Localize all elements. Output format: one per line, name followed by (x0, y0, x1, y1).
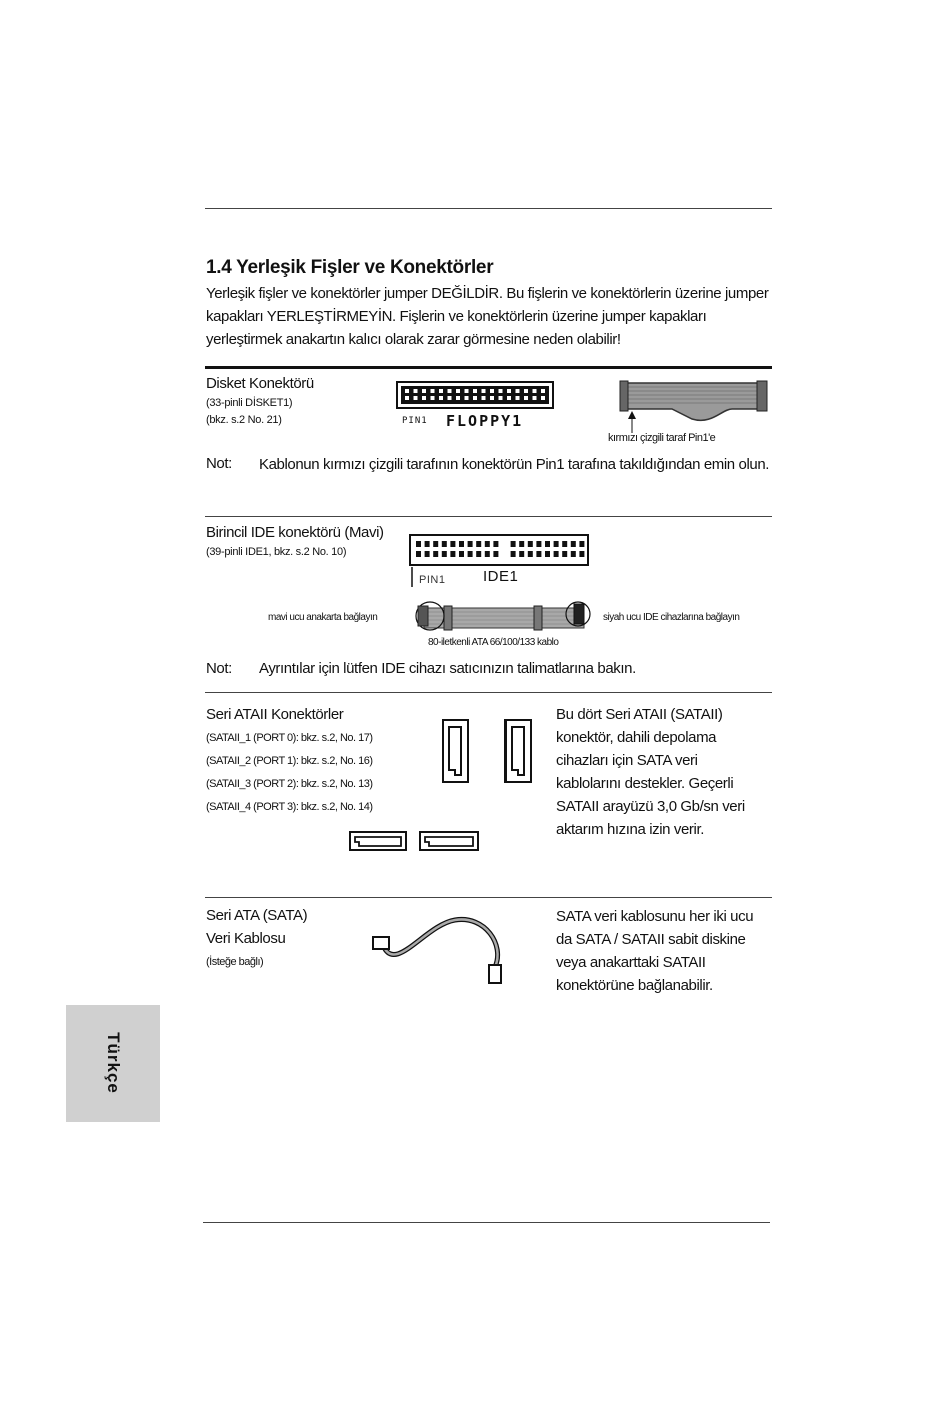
floppy-pin (516, 396, 520, 400)
sata2-description-line-3: cihazları için SATA veri (556, 752, 698, 769)
ide-pin (425, 551, 430, 557)
sata2-description-line-1: Bu dört Seri ATAII (SATAII) (556, 706, 723, 723)
language-tab-label: Türkçe (104, 1032, 123, 1094)
floppy-pin (456, 396, 460, 400)
ide-pin (579, 541, 584, 547)
sata-cable-description-line-2: da SATA / SATAII sabit diskine (556, 931, 746, 948)
floppy-pin (465, 389, 469, 393)
floppy-pin (414, 396, 418, 400)
floppy-pin (490, 396, 494, 400)
ide-note-label: Not: (206, 660, 232, 677)
floppy-board-label: FLOPPY1 (446, 412, 524, 430)
ide-right-caption: siyah ucu IDE cihazlarına bağlayın (603, 612, 740, 623)
section-intro: Yerleşik fişler ve konektörler jumper DEĞİLDİR. Bu fişlerin ve konektörlerin üzerine jumper kapakları YERLEŞTİRMEYİN. Fişlerin ve konektörlerin üzerine jumper kapakları yerleştirmek anakartın kalıcı olarak zarar görmesine neden olabilir! (206, 285, 769, 348)
sata2-description-line-4: kablolarını destekler. Geçerli (556, 775, 734, 792)
floppy-pin1-text: PIN1 (402, 416, 428, 426)
sata2-connectors-diagram (345, 715, 485, 855)
ide-name: Birincil IDE konektörü (Mavi) (206, 524, 384, 541)
sata2-port-1: (SATAII_1 (PORT 0): bkz. s.2, No. 17) (206, 732, 373, 744)
floppy-pin (405, 389, 409, 393)
ide-pin (528, 551, 533, 557)
floppy-pin (541, 396, 545, 400)
sata-cable-name-2: Veri Kablosu (206, 930, 286, 947)
floppy-detail-1: (33-pinli DİSKET1) (206, 397, 293, 409)
floppy-detail-2: (bkz. s.2 No. 21) (206, 414, 282, 426)
floppy-pin (405, 396, 409, 400)
floppy-pin (533, 396, 537, 400)
ide-pin (493, 551, 498, 557)
ide-pin (528, 541, 533, 547)
ide-pin (579, 551, 584, 557)
ide-pin (425, 541, 430, 547)
sata-cable-description-line-3: veya anakarttaki SATAII (556, 954, 706, 971)
floppy-name: Disket Konektörü (206, 375, 314, 392)
sata-cable-optional: (İsteğe bağlı) (206, 956, 264, 968)
floppy-pin (507, 389, 511, 393)
floppy-pin (482, 389, 486, 393)
ide-pin (511, 551, 516, 557)
sata-cable-image (365, 905, 515, 995)
ide-cable-image (414, 600, 594, 636)
ide-pin (450, 541, 455, 547)
ide-pin (485, 541, 490, 547)
ide-pin (519, 541, 524, 547)
ide-pin (459, 551, 464, 557)
ide-pin (442, 541, 447, 547)
section-title: 1.4 Yerleşik Fişler ve Konektörler (206, 257, 494, 278)
ide-pin (468, 541, 473, 547)
ide-pin (519, 551, 524, 557)
floppy-pin (499, 396, 503, 400)
ide-pin (416, 551, 421, 557)
floppy-pin (482, 396, 486, 400)
footer-rule (203, 1222, 770, 1223)
floppy-pin (465, 396, 469, 400)
ide-note-text: Ayrıntılar için lütfen IDE cihazı satıcınızın talimatlarına bakın. (259, 660, 636, 677)
ide-pin (562, 541, 567, 547)
ide-rule (205, 692, 772, 693)
ide-pin (433, 541, 438, 547)
ide-pin1-label: PIN1 (419, 574, 446, 586)
floppy-pin (516, 389, 520, 393)
ide-pin (485, 551, 490, 557)
floppy-pin (541, 389, 545, 393)
ide-pin (493, 541, 498, 547)
floppy-pin (431, 396, 435, 400)
header-rule (205, 208, 772, 209)
sata2-port-4: (SATAII_4 (PORT 3): bkz. s.2, No. 14) (206, 801, 373, 813)
floppy-pin (524, 389, 528, 393)
floppy-rule (205, 516, 772, 517)
ide-left-caption: mavi ucu anakarta bağlayın (268, 612, 378, 623)
floppy-pin (499, 389, 503, 393)
ide-pin (476, 541, 481, 547)
floppy-pin (448, 389, 452, 393)
ide-detail: (39-pinli IDE1, bkz. s.2 No. 10) (206, 546, 347, 558)
floppy-cable-caption: kırmızı çizgili taraf Pin1'e (608, 432, 716, 444)
ide-pin (468, 551, 473, 557)
floppy-pin (456, 389, 460, 393)
ide-pin (562, 551, 567, 557)
floppy-pin (414, 389, 418, 393)
floppy-pin (448, 396, 452, 400)
floppy-pin (533, 389, 537, 393)
ide-pin (450, 551, 455, 557)
sata2-description-line-6: aktarım hızına izin verir. (556, 821, 704, 838)
sata2-rule (205, 897, 772, 898)
ide-pin (554, 541, 559, 547)
sata2-port-2: (SATAII_2 (PORT 1): bkz. s.2, No. 16) (206, 755, 373, 767)
ide-pin (545, 541, 550, 547)
floppy-pin (473, 396, 477, 400)
floppy-pin (422, 389, 426, 393)
sata2-name: Seri ATAII Konektörler (206, 706, 344, 723)
section-rule (205, 366, 772, 369)
sata2-connector-vertical-2 (504, 720, 534, 790)
sata2-description-line-2: konektör, dahili depolama (556, 729, 717, 746)
ide-pin (442, 551, 447, 557)
ide-pin (459, 541, 464, 547)
floppy-pin (422, 396, 426, 400)
ide-pin (476, 551, 481, 557)
ide-pin (536, 551, 541, 557)
floppy-pin (439, 389, 443, 393)
ide-pin (571, 541, 576, 547)
ide-cable-caption: 80-iletkenli ATA 66/100/133 kablo (428, 637, 559, 648)
floppy-pin (490, 389, 494, 393)
floppy-note-text: Kablonun kırmızı çizgili tarafının konektörün Pin1 tarafına takıldığından emin olun. (259, 456, 770, 473)
sata-cable-description-line-1: SATA veri kablosunu her iki ucu (556, 908, 754, 925)
floppy-pin (473, 389, 477, 393)
ide-pin (433, 551, 438, 557)
language-tab (66, 1005, 160, 1122)
floppy-pin1-label (402, 412, 428, 427)
ide-pin (416, 541, 421, 547)
ide-pin (554, 551, 559, 557)
sata2-description-line-5: SATAII arayüzü 3,0 Gb/sn veri (556, 798, 745, 815)
sata-cable-name-1: Seri ATA (SATA) (206, 907, 308, 924)
ide-pin (545, 551, 550, 557)
floppy-note-label: Not: (206, 455, 232, 472)
ide-pin (536, 541, 541, 547)
ide-pin (511, 541, 516, 547)
ide-board-label: IDE1 (483, 568, 519, 585)
floppy-pin (431, 389, 435, 393)
sata2-port-3: (SATAII_3 (PORT 2): bkz. s.2, No. 13) (206, 778, 373, 790)
floppy-pin (524, 396, 528, 400)
floppy-pin (439, 396, 443, 400)
sata-cable-description-line-4: konektörüne bağlanabilir. (556, 977, 713, 994)
floppy-pin (507, 396, 511, 400)
ide-pin (571, 551, 576, 557)
